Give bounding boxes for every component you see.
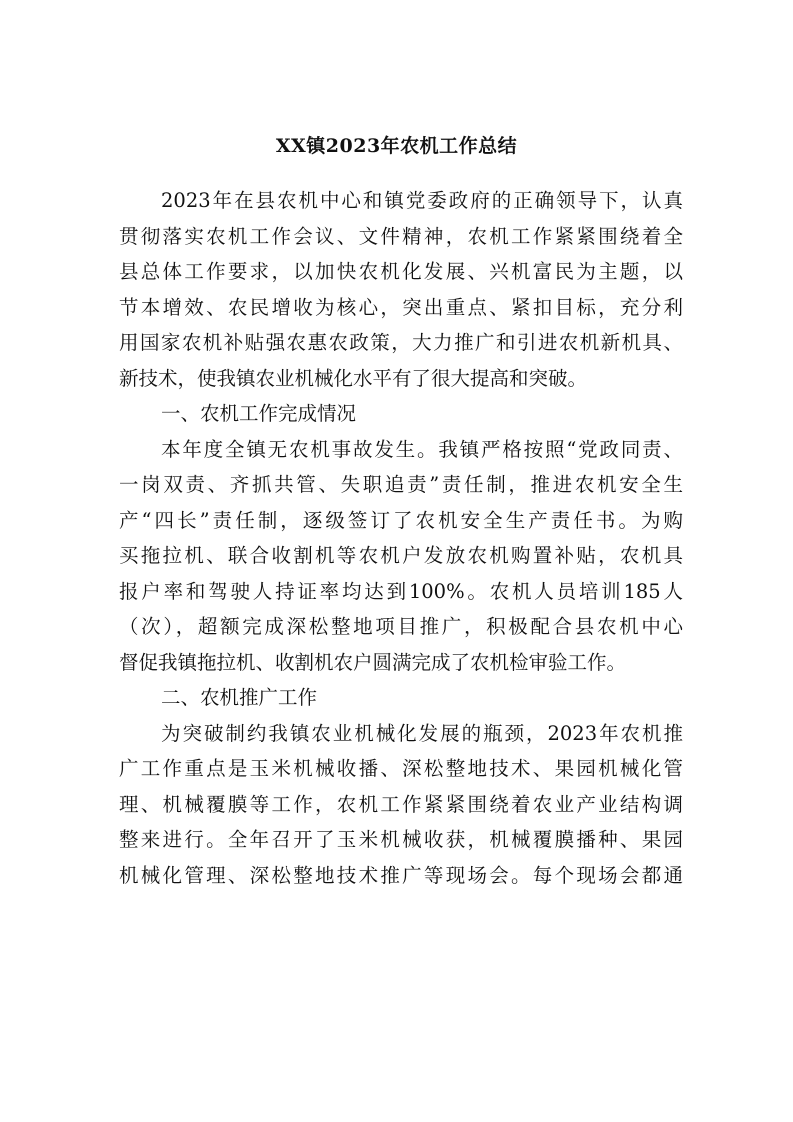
text-line: 用国家农机补贴强农惠农政策，大力推广和引进农机新机具、 xyxy=(119,331,683,354)
text-line: 节本增效、农民增收为核心，突出重点、紧扣目标，充分利 xyxy=(119,295,683,319)
text-line: 整来进行。全年召开了玉米机械收获，机械覆膜播种、果园 xyxy=(119,828,683,851)
text-line: 理、机械覆膜等工作，农机工作紧紧围绕着农业产业结构调 xyxy=(119,792,683,816)
text-line: 买拖拉机、联合收割机等农机户发放农机购置补贴，农机具 xyxy=(119,544,683,567)
text-line: 本年度全镇无农机事故发生。我镇严格按照“党政同责、 xyxy=(161,437,683,461)
document-title: XX镇2023年农机工作总结 xyxy=(275,135,518,157)
text-line: 机械化管理、深松整地技术推广等现场会。每个现场会都通 xyxy=(119,863,683,887)
paragraph-section-1 xyxy=(119,432,683,681)
section-heading-2 xyxy=(119,680,683,716)
section-heading: 二、农机推广工作 xyxy=(161,686,318,709)
text-line: 新技术，使我镇农业机械化水平有了很大提高和突破。 xyxy=(119,366,588,390)
text-line: 督促我镇拖拉机、收割机农户圆满完成了农机检审验工作。 xyxy=(119,650,627,674)
section-heading-1 xyxy=(119,396,683,432)
paragraph-intro xyxy=(119,183,683,396)
text-line: 报户率和驾驶人持证率均达到100%。农机人员培训185人 xyxy=(119,579,683,603)
paragraph-section-2 xyxy=(119,716,683,894)
text-line: 产“四长”责任制，逐级签订了农机安全生产责任书。为购 xyxy=(119,508,683,532)
text-line: 县总体工作要求，以加快农机化发展、兴机富民为主题，以 xyxy=(119,260,683,283)
text-line: 一岗双责、齐抓共管、失职追责”责任制，推进农机安全生 xyxy=(119,473,683,496)
text-line: 为突破制约我镇农业机械化发展的瓶颈，2023年农机推 xyxy=(161,721,683,745)
text-line: 广工作重点是玉米机械收播、深松整地技术、果园机械化管 xyxy=(119,757,683,780)
text-line: （次），超额完成深松整地项目推广，积极配合县农机中心 xyxy=(119,615,683,638)
text-line: 贯彻落实农机工作会议、文件精神，农机工作紧紧围绕着全 xyxy=(119,224,683,248)
document-body xyxy=(119,183,683,893)
section-heading: 一、农机工作完成情况 xyxy=(161,402,357,425)
text-line: 2023年在县农机中心和镇党委政府的正确领导下，认真 xyxy=(161,189,683,212)
